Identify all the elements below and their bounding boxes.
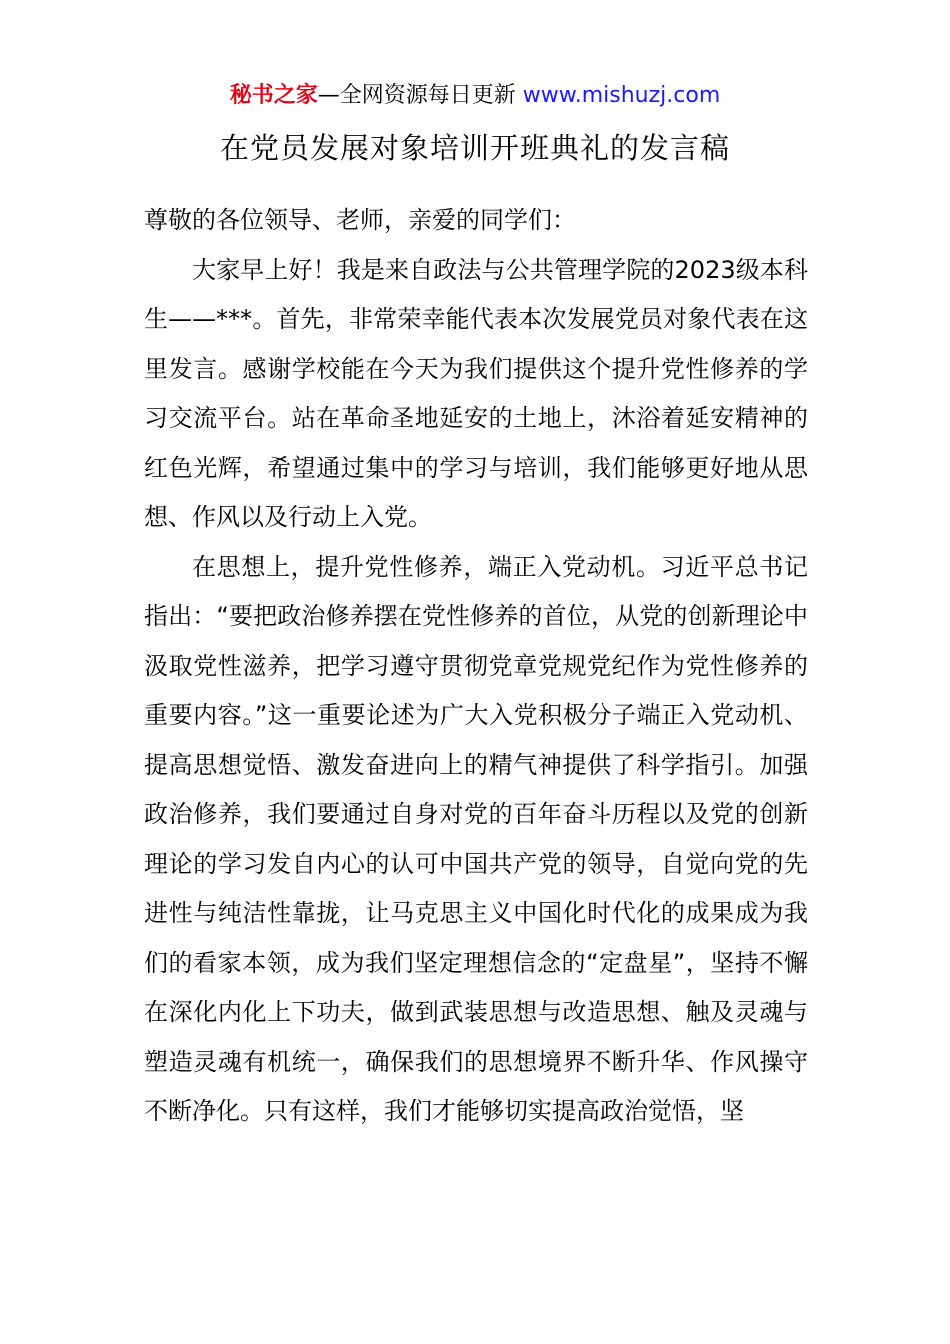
- brand-name: 秘书之家: [229, 83, 318, 108]
- document-body: [144, 196, 808, 1137]
- paragraph-1: 大家早上好！我是来自政法与公共管理学院的2023级本科生——***。首先，非常荣幸能代表本次发展党员对象代表在这里发言。感谢学校能在今天为我们提供这个提升党性修养的学习交流平台。站在革命圣地延安的土地上，沐浴着延安精神的红色光辉，希望通过集中的学习与培训，我们能够更好地从思想、作风以及行动上入党。: [144, 255, 808, 531]
- salutation: 尊敬的各位领导、老师，亲爱的同学们：: [144, 206, 576, 234]
- header-tagline: —全网资源每日更新: [317, 83, 516, 108]
- paragraph-2: 在思想上，提升党性修养，端正入党动机。习近平总书记指出：“要把政治修养摆在党性修养的首位，从党的创新理论中汲取党性滋养，把学习遵守贯彻党章党规党纪作为党性修养的重要内容。”这一重要论述为广大入党积极分子端正入党动机、提高思想觉悟、激发奋进向上的精气神提供了科学指引。加强政治修养，我们要通过自身对党的百年奋斗历程以及党的创新理论的学习发自内心的认可中国共产党的领导，自觉向党的先进性与纯洁性靠拢，让马克思主义中国化时代化的成果成为我们的看家本领，成为我们坚定理想信念的“定盘星”，坚持不懈在深化内化上下功夫，做到武装思想与改造思想、触及灵魂与塑造灵魂有机统一，确保我们的思想境界不断升华、作风操守不断净化。只有这样，我们才能够切实提高政治觉悟，坚: [144, 552, 808, 1125]
- site-url-link[interactable]: www.mishuzj.com: [522, 83, 721, 108]
- document-title: 在党员发展对象培训开班典礼的发言稿: [219, 131, 730, 165]
- site-header: [0, 80, 950, 112]
